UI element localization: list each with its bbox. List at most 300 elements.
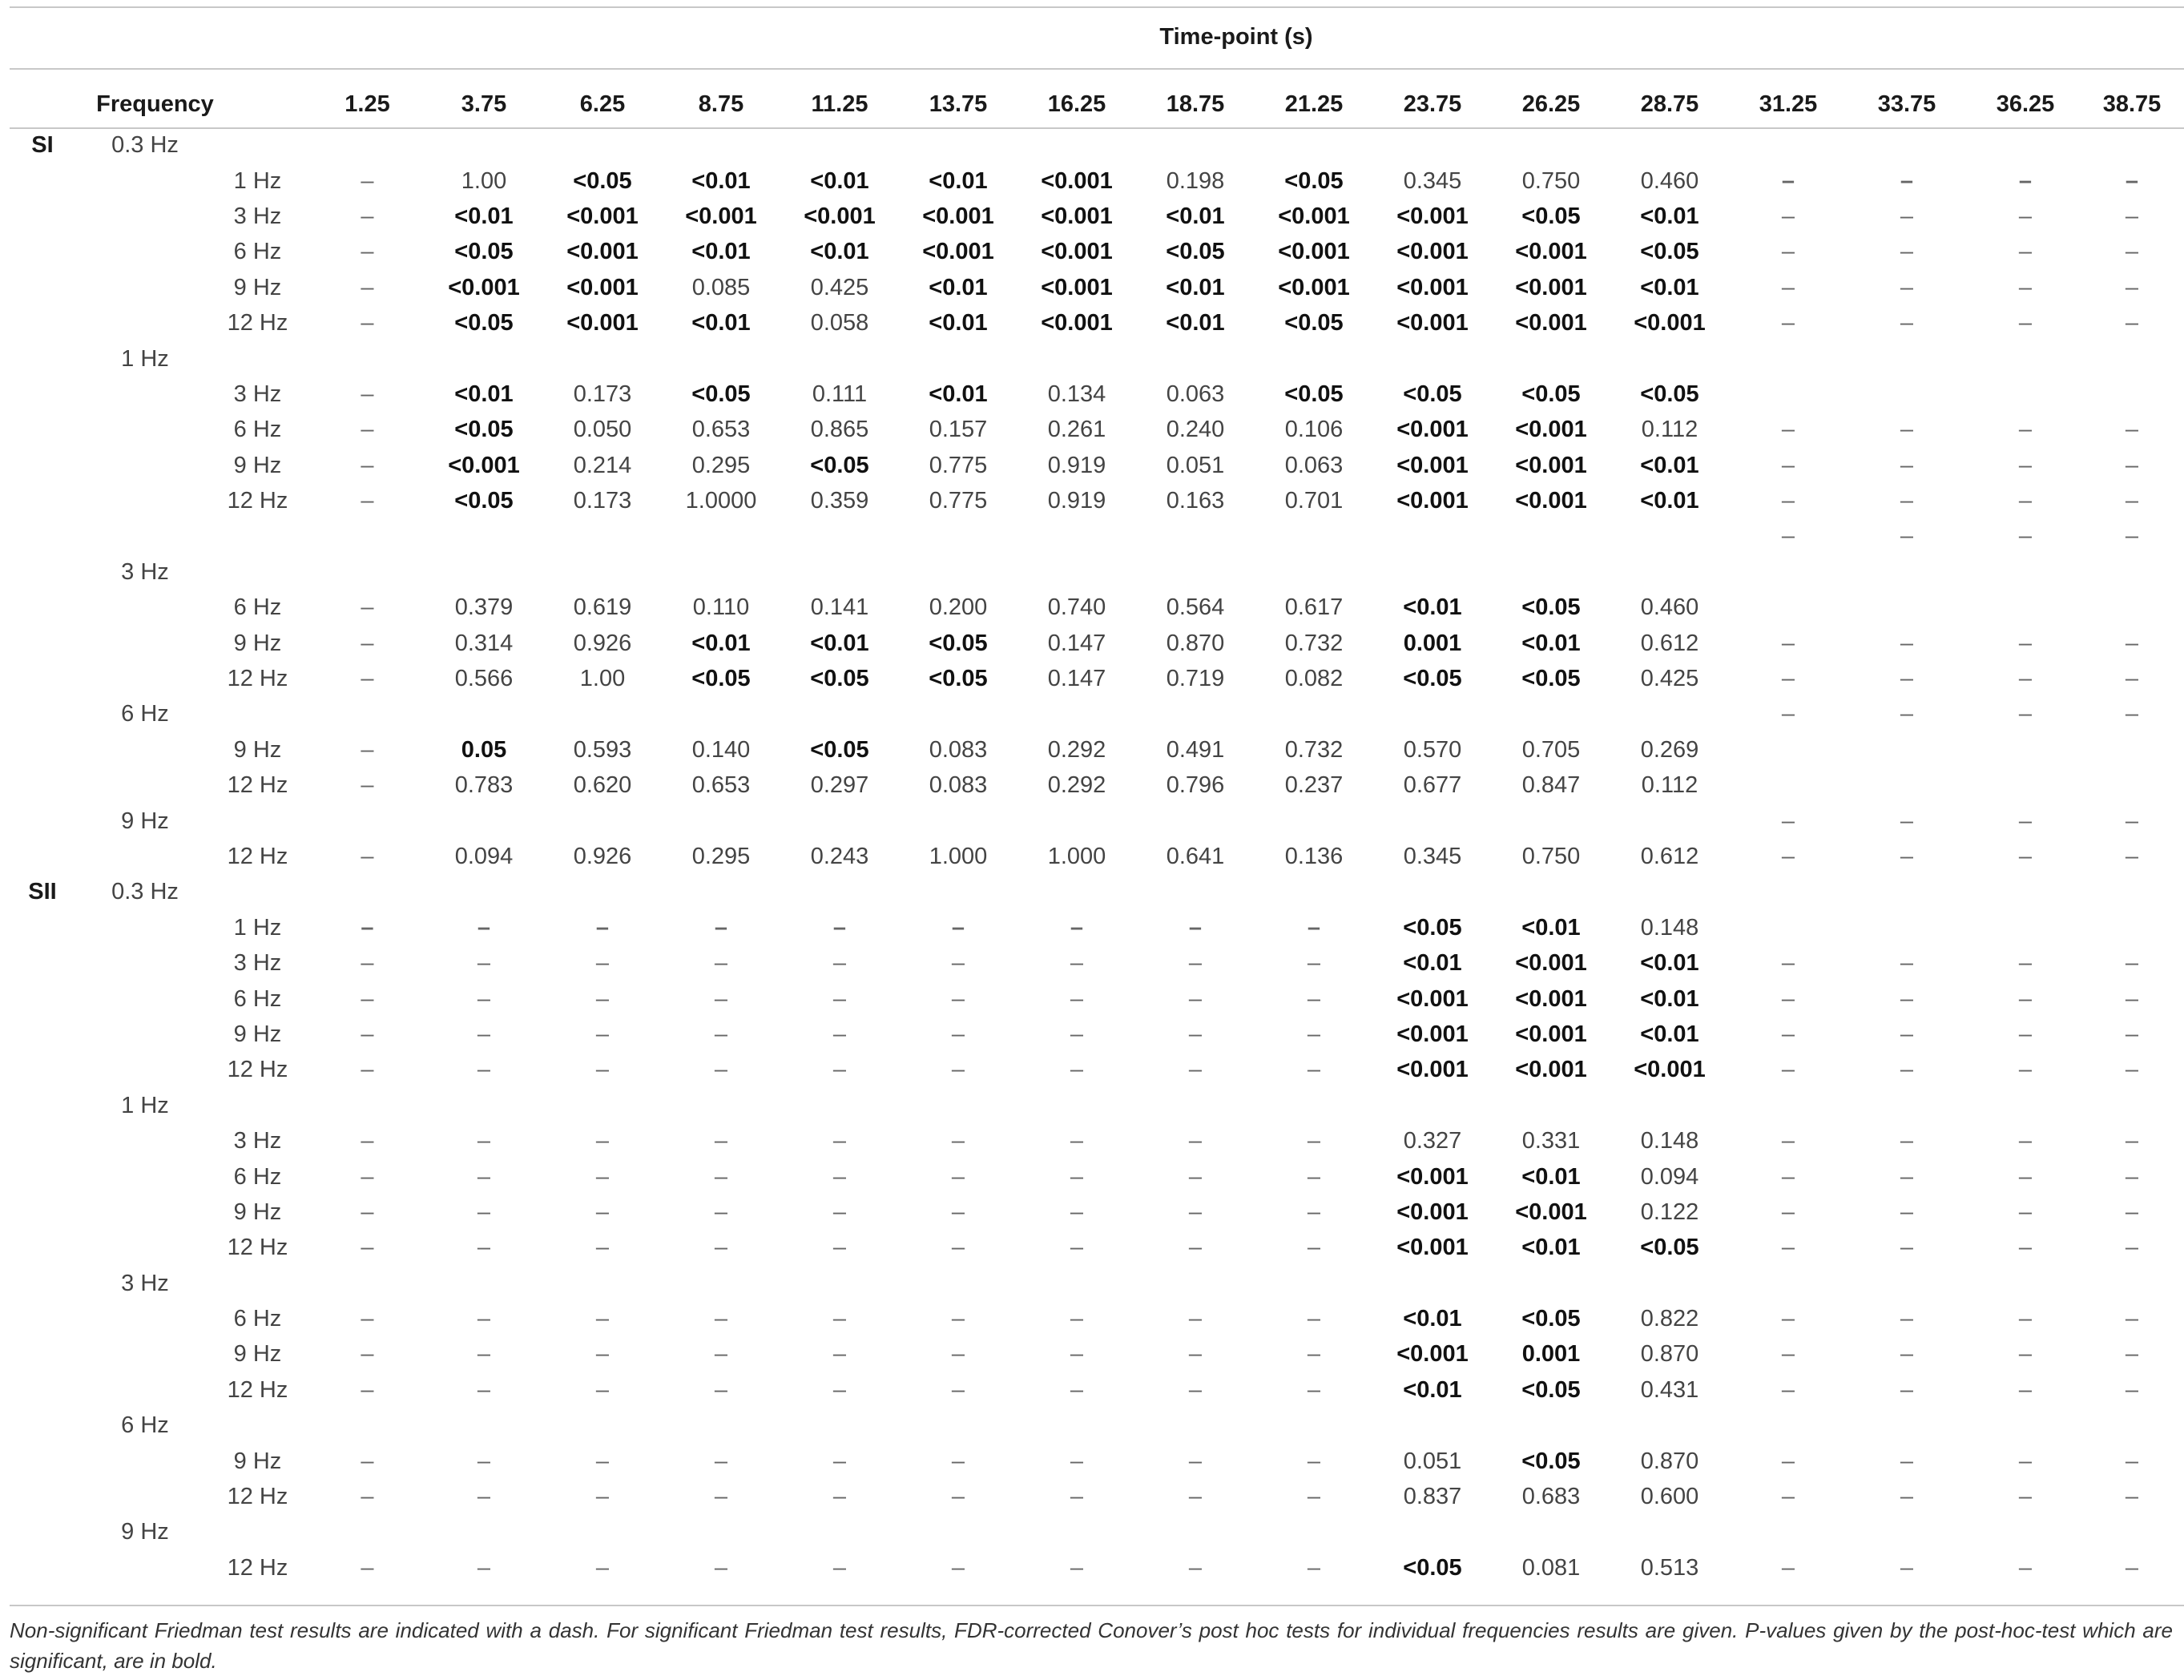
p-value-cell: –	[2018, 1376, 2033, 1403]
p-value-cell: –	[2018, 239, 2033, 265]
p-value-cell: <0.05	[454, 417, 514, 443]
p-value-cell	[2085, 910, 2179, 945]
p-value-cell: –	[1900, 452, 1914, 478]
reference-frequency	[85, 732, 205, 767]
area-label	[0, 1195, 85, 1230]
p-value-cell: 0.870	[1166, 630, 1225, 656]
p-value-cell: <0.05	[454, 239, 514, 265]
table-row	[0, 910, 2179, 945]
p-value-cell	[1017, 1266, 1136, 1301]
compared-frequency: 9 Hz	[233, 630, 282, 656]
p-value-cell	[310, 1514, 425, 1549]
p-value-cell: <0.001	[1515, 1021, 1587, 1047]
p-value-cell: 0.425	[1640, 666, 1699, 692]
p-value-cell: 0.295	[691, 452, 751, 478]
compared-frequency: 6 Hz	[233, 594, 282, 621]
p-value-cell: –	[477, 1554, 491, 1581]
table-row	[0, 839, 2179, 874]
p-value-cell	[310, 127, 425, 163]
reference-frequency: 0.3 Hz	[111, 879, 179, 905]
p-value-cell	[899, 803, 1017, 838]
p-value-cell	[1610, 1514, 1729, 1549]
p-value-cell: –	[832, 1235, 847, 1261]
p-value-cell: <0.01	[1640, 452, 1699, 478]
p-value-cell: <0.01	[929, 274, 988, 300]
p-value-cell: –	[2018, 1021, 2033, 1047]
p-value-cell: –	[477, 1341, 491, 1368]
p-value-cell	[1373, 340, 1492, 376]
p-value-cell: 0.460	[1640, 594, 1699, 621]
p-value-cell: 0.147	[1047, 630, 1106, 656]
table-row	[0, 874, 2179, 909]
p-value-cell: <0.01	[810, 239, 869, 265]
p-value-cell: <0.001	[685, 203, 757, 229]
p-value-cell	[1255, 803, 1373, 838]
p-value-cell: –	[361, 1235, 374, 1261]
p-value-cell: –	[951, 1163, 965, 1190]
p-value-cell	[2085, 590, 2179, 625]
p-value-cell	[1017, 696, 1136, 731]
p-value-cell: –	[595, 914, 610, 941]
p-value-cell: 0.292	[1047, 772, 1106, 799]
p-value-cell: <0.05	[1521, 594, 1581, 621]
p-value-cell: <0.01	[810, 167, 869, 194]
p-value-cell: –	[361, 239, 374, 265]
p-value-cell: <0.001	[566, 274, 639, 300]
p-value-cell	[425, 803, 543, 838]
p-value-cell: <0.001	[1396, 1341, 1469, 1368]
table-row	[0, 945, 2179, 981]
table-row	[0, 1195, 2179, 1230]
p-value-cell	[1136, 1514, 1255, 1549]
p-value-cell: <0.05	[1521, 1448, 1581, 1474]
reference-frequency	[85, 767, 205, 803]
p-value-cell: –	[477, 1484, 491, 1510]
p-value-cell: –	[1070, 1021, 1084, 1047]
p-value-cell: <0.05	[1521, 666, 1581, 692]
p-value-cell	[543, 340, 662, 376]
p-value-cell: <0.05	[929, 666, 988, 692]
compared-frequency	[205, 1088, 310, 1123]
p-value-cell: –	[2018, 1448, 2033, 1474]
p-value-cell	[1373, 696, 1492, 731]
p-value-cell: –	[2125, 1021, 2139, 1047]
p-value-cell	[899, 1266, 1017, 1301]
p-value-cell: 0.775	[929, 452, 988, 478]
table-row	[0, 661, 2179, 696]
p-value-cell: –	[1900, 203, 1914, 229]
p-value-cell: –	[2018, 1235, 2033, 1261]
p-value-cell: –	[1900, 1306, 1914, 1332]
area-label	[0, 732, 85, 767]
p-value-cell: <0.01	[1403, 594, 1462, 621]
p-value-cell: <0.05	[810, 666, 869, 692]
compared-frequency: 9 Hz	[233, 1199, 282, 1225]
p-value-cell: <0.001	[1278, 203, 1350, 229]
compared-frequency: 12 Hz	[227, 1484, 288, 1510]
p-value-cell: <0.001	[566, 310, 639, 336]
p-value-cell: –	[1188, 985, 1203, 1012]
p-value-cell	[2085, 1408, 2179, 1443]
area-label	[0, 199, 85, 234]
p-value-cell: –	[1307, 1199, 1321, 1225]
p-value-cell: –	[361, 1128, 374, 1154]
table-row	[0, 518, 2179, 554]
p-value-cell	[425, 1514, 543, 1549]
p-value-cell	[1492, 340, 1610, 376]
p-value-cell	[1966, 1514, 2085, 1549]
p-value-cell: –	[714, 1554, 728, 1581]
p-value-cell: 1.00	[461, 167, 507, 194]
p-value-cell: 0.379	[454, 594, 514, 621]
p-value-cell: <0.001	[1515, 274, 1587, 300]
p-value-cell: <0.001	[1396, 1021, 1469, 1047]
p-value-cell	[543, 554, 662, 590]
p-value-cell: –	[1781, 1554, 1795, 1581]
p-value-cell: –	[1188, 914, 1203, 941]
p-value-cell: –	[1188, 1376, 1203, 1403]
p-value-cell	[1373, 1266, 1492, 1301]
area-label	[0, 412, 85, 447]
p-value-cell: –	[714, 1199, 728, 1225]
p-value-cell: <0.001	[1396, 239, 1469, 265]
p-value-cell: –	[1781, 1021, 1795, 1047]
p-value-cell	[425, 554, 543, 590]
p-value-cell: <0.05	[1284, 167, 1344, 194]
p-value-cell: –	[2018, 523, 2033, 550]
results-table	[0, 81, 2179, 1585]
p-value-cell	[1610, 874, 1729, 909]
p-value-cell: –	[2125, 1057, 2139, 1083]
p-value-cell	[1017, 1408, 1136, 1443]
p-value-cell: –	[1900, 167, 1914, 194]
p-value-cell	[1017, 1514, 1136, 1549]
p-value-cell: –	[2125, 666, 2139, 692]
p-value-cell: –	[951, 950, 965, 977]
p-value-cell: <0.001	[1515, 1199, 1587, 1225]
area-label	[0, 1336, 85, 1372]
p-value-cell	[1729, 1266, 1848, 1301]
p-value-cell: –	[714, 1163, 728, 1190]
timepoint-header: 6.25	[579, 91, 626, 117]
p-value-cell	[1492, 803, 1610, 838]
p-value-cell: <0.001	[1515, 239, 1587, 265]
p-value-cell: –	[951, 1235, 965, 1261]
p-value-cell: <0.001	[1515, 452, 1587, 478]
area-label	[0, 1443, 85, 1478]
p-value-cell: 1.0000	[685, 488, 757, 514]
p-value-cell: 0.058	[810, 310, 869, 336]
p-value-cell: <0.05	[1403, 666, 1462, 692]
reference-frequency: 1 Hz	[121, 1092, 169, 1118]
p-value-cell: <0.001	[1396, 274, 1469, 300]
p-value-cell	[662, 1514, 780, 1549]
p-value-cell: –	[361, 1163, 374, 1190]
table-row	[0, 163, 2179, 198]
p-value-cell: –	[714, 950, 728, 977]
area-label	[0, 1230, 85, 1265]
reference-frequency	[85, 1230, 205, 1265]
p-value-cell: 0.297	[810, 772, 869, 799]
p-value-cell: <0.05	[573, 167, 632, 194]
p-value-cell	[1373, 1088, 1492, 1123]
p-value-cell: <0.05	[929, 630, 988, 656]
p-value-cell: 1.00	[579, 666, 626, 692]
p-value-cell: 0.001	[1403, 630, 1462, 656]
table-row	[0, 767, 2179, 803]
p-value-cell	[899, 696, 1017, 731]
p-value-cell: –	[1188, 1057, 1203, 1083]
compared-frequency: 3 Hz	[233, 203, 282, 229]
p-value-cell: –	[595, 1376, 610, 1403]
area-label	[0, 1479, 85, 1514]
p-value-cell	[1729, 1088, 1848, 1123]
table-row	[0, 1443, 2179, 1478]
p-value-cell	[1966, 127, 2085, 163]
table-row	[0, 1336, 2179, 1372]
p-value-cell: <0.05	[454, 488, 514, 514]
p-value-cell	[1255, 1514, 1373, 1549]
p-value-cell: 0.200	[929, 594, 988, 621]
reference-frequency: 6 Hz	[121, 1412, 169, 1439]
compared-frequency: 6 Hz	[233, 1163, 282, 1190]
p-value-cell: 0.359	[810, 488, 869, 514]
p-value-cell: –	[2125, 167, 2139, 194]
reference-frequency	[85, 1372, 205, 1408]
p-value-cell	[1848, 554, 1966, 590]
p-value-cell: –	[477, 950, 491, 977]
table-row	[0, 732, 2179, 767]
p-value-cell: 0.513	[1640, 1554, 1699, 1581]
p-value-cell: –	[1307, 914, 1321, 941]
p-value-cell: <0.05	[1403, 1554, 1462, 1581]
p-value-cell: <0.001	[1041, 203, 1113, 229]
p-value-cell: –	[2018, 1554, 2033, 1581]
p-value-cell: 0.314	[454, 630, 514, 656]
p-value-cell: –	[1900, 1128, 1914, 1154]
p-value-cell: –	[361, 488, 374, 514]
p-value-cell	[1966, 874, 2085, 909]
p-value-cell: <0.05	[1284, 310, 1344, 336]
p-value-cell: <0.01	[1521, 914, 1581, 941]
p-value-cell	[1966, 910, 2085, 945]
p-value-cell: –	[2018, 1199, 2033, 1225]
p-value-cell: 0.05	[461, 736, 507, 763]
p-value-cell: –	[832, 950, 847, 977]
p-value-cell: –	[951, 1376, 965, 1403]
p-value-cell: 0.148	[1640, 914, 1699, 941]
p-value-cell: –	[361, 452, 374, 478]
p-value-cell: <0.05	[1403, 914, 1462, 941]
p-value-cell	[310, 554, 425, 590]
p-value-cell	[1255, 696, 1373, 731]
area-label	[0, 448, 85, 483]
p-value-cell: –	[1307, 1306, 1321, 1332]
p-value-cell	[543, 1266, 662, 1301]
p-value-cell: –	[1900, 950, 1914, 977]
p-value-cell: –	[1900, 1448, 1914, 1474]
area-label	[0, 1301, 85, 1336]
timepoint-header: 21.25	[1284, 91, 1344, 117]
p-value-cell	[1966, 1408, 2085, 1443]
p-value-cell: –	[951, 914, 965, 941]
p-value-cell	[780, 1514, 899, 1549]
p-value-cell	[1966, 767, 2085, 803]
p-value-cell: –	[1188, 1448, 1203, 1474]
p-value-cell: –	[2018, 1341, 2033, 1368]
reference-frequency	[85, 1336, 205, 1372]
area-label	[0, 1514, 85, 1549]
p-value-cell: 0.865	[810, 417, 869, 443]
p-value-cell	[1017, 554, 1136, 590]
area-label	[0, 1372, 85, 1408]
p-value-cell: <0.01	[1640, 274, 1699, 300]
compared-frequency: 9 Hz	[233, 452, 282, 478]
p-value-cell: –	[1900, 523, 1914, 550]
compared-frequency: 6 Hz	[233, 1306, 282, 1332]
table-row	[0, 590, 2179, 625]
reference-frequency: 6 Hz	[121, 701, 169, 727]
p-value-cell	[1610, 554, 1729, 590]
p-value-cell	[310, 696, 425, 731]
p-value-cell: 0.243	[810, 844, 869, 869]
p-value-cell	[1136, 1088, 1255, 1123]
p-value-cell: –	[477, 1235, 491, 1261]
p-value-cell: 0.593	[573, 736, 632, 763]
p-value-cell: –	[1781, 167, 1795, 194]
timepoint-header: 31.25	[1759, 91, 1818, 117]
p-value-cell: <0.05	[1284, 381, 1344, 407]
p-value-cell: –	[361, 203, 374, 229]
p-value-cell: 0.331	[1521, 1128, 1581, 1154]
p-value-cell: –	[1307, 1376, 1321, 1403]
p-value-cell: –	[951, 1484, 965, 1510]
p-value-cell: –	[1900, 310, 1914, 336]
p-value-cell	[1492, 874, 1610, 909]
p-value-cell	[1017, 1088, 1136, 1123]
p-value-cell: –	[2018, 310, 2033, 336]
p-value-cell	[1017, 874, 1136, 909]
p-value-cell	[1610, 518, 1729, 554]
p-value-cell: –	[1307, 1448, 1321, 1474]
p-value-cell: –	[951, 1554, 965, 1581]
p-value-cell: <0.01	[1521, 630, 1581, 656]
reference-frequency	[85, 1123, 205, 1158]
p-value-cell: <0.01	[1403, 1306, 1462, 1332]
super-header-rule	[10, 68, 2184, 70]
p-value-cell	[543, 127, 662, 163]
p-value-cell	[1729, 340, 1848, 376]
p-value-cell: –	[832, 1021, 847, 1047]
p-value-cell	[780, 340, 899, 376]
p-value-cell: –	[361, 1341, 374, 1368]
p-value-cell: –	[2125, 844, 2139, 869]
p-value-cell: <0.05	[1521, 203, 1581, 229]
p-value-cell: –	[2018, 1163, 2033, 1190]
p-value-cell: –	[1900, 1341, 1914, 1368]
p-value-cell	[2085, 340, 2179, 376]
p-value-cell: <0.001	[1041, 167, 1113, 194]
p-value-cell: <0.001	[448, 274, 520, 300]
area-label	[0, 696, 85, 731]
p-value-cell: –	[595, 1448, 610, 1474]
p-value-cell: 0.431	[1640, 1376, 1699, 1403]
compared-frequency	[205, 340, 310, 376]
reference-frequency: 1 Hz	[121, 345, 169, 372]
p-value-cell: –	[595, 1306, 610, 1332]
p-value-cell	[543, 803, 662, 838]
timepoint-header: 13.75	[929, 91, 988, 117]
p-value-cell: –	[1781, 1341, 1795, 1368]
p-value-cell	[310, 874, 425, 909]
p-value-cell: –	[1307, 1163, 1321, 1190]
area-label	[0, 1550, 85, 1585]
table-row	[0, 1123, 2179, 1158]
p-value-cell: –	[714, 1057, 728, 1083]
p-value-cell: 0.237	[1284, 772, 1344, 799]
p-value-cell: –	[951, 1341, 965, 1368]
compared-frequency: 12 Hz	[227, 488, 288, 514]
p-value-cell: –	[1781, 1484, 1795, 1510]
p-value-cell	[425, 1088, 543, 1123]
p-value-cell: –	[1781, 630, 1795, 656]
p-value-cell: –	[1781, 274, 1795, 300]
p-value-cell	[1966, 340, 2085, 376]
table-row	[0, 270, 2179, 305]
timepoint-header: 8.75	[698, 91, 744, 117]
p-value-cell	[1729, 590, 1848, 625]
p-value-cell	[425, 518, 543, 554]
p-value-cell	[1610, 340, 1729, 376]
p-value-cell: <0.001	[1396, 1163, 1469, 1190]
reference-frequency	[85, 163, 205, 198]
p-value-cell: –	[1781, 808, 1795, 834]
p-value-cell: 0.617	[1284, 594, 1344, 621]
p-value-cell	[1136, 874, 1255, 909]
reference-frequency	[85, 625, 205, 660]
area-label	[0, 163, 85, 198]
p-value-cell: 0.106	[1284, 417, 1344, 443]
p-value-cell: –	[832, 1057, 847, 1083]
p-value-cell: –	[1781, 950, 1795, 977]
p-value-cell: –	[1188, 1554, 1203, 1581]
compared-frequency: 9 Hz	[233, 1021, 282, 1047]
p-value-cell: –	[714, 1341, 728, 1368]
p-value-cell: –	[2018, 1128, 2033, 1154]
p-value-cell: 0.261	[1047, 417, 1106, 443]
p-value-cell	[899, 518, 1017, 554]
p-value-cell: –	[1781, 666, 1795, 692]
p-value-cell	[1610, 1266, 1729, 1301]
p-value-cell: –	[714, 985, 728, 1012]
p-value-cell: –	[1188, 1128, 1203, 1154]
p-value-cell	[780, 803, 899, 838]
p-value-cell: <0.05	[810, 452, 869, 478]
p-value-cell	[1848, 340, 1966, 376]
timepoint-header: 11.25	[811, 91, 868, 117]
p-value-cell: –	[1781, 523, 1795, 550]
p-value-cell: <0.05	[1166, 239, 1225, 265]
p-value-cell: 0.292	[1047, 736, 1106, 763]
table-row	[0, 234, 2179, 269]
table-row	[0, 554, 2179, 590]
p-value-cell: –	[1900, 417, 1914, 443]
table-row	[0, 696, 2179, 731]
p-value-cell: –	[714, 1448, 728, 1474]
p-value-cell: 0.870	[1640, 1341, 1699, 1368]
p-value-cell: –	[477, 1199, 491, 1225]
p-value-cell	[2085, 767, 2179, 803]
